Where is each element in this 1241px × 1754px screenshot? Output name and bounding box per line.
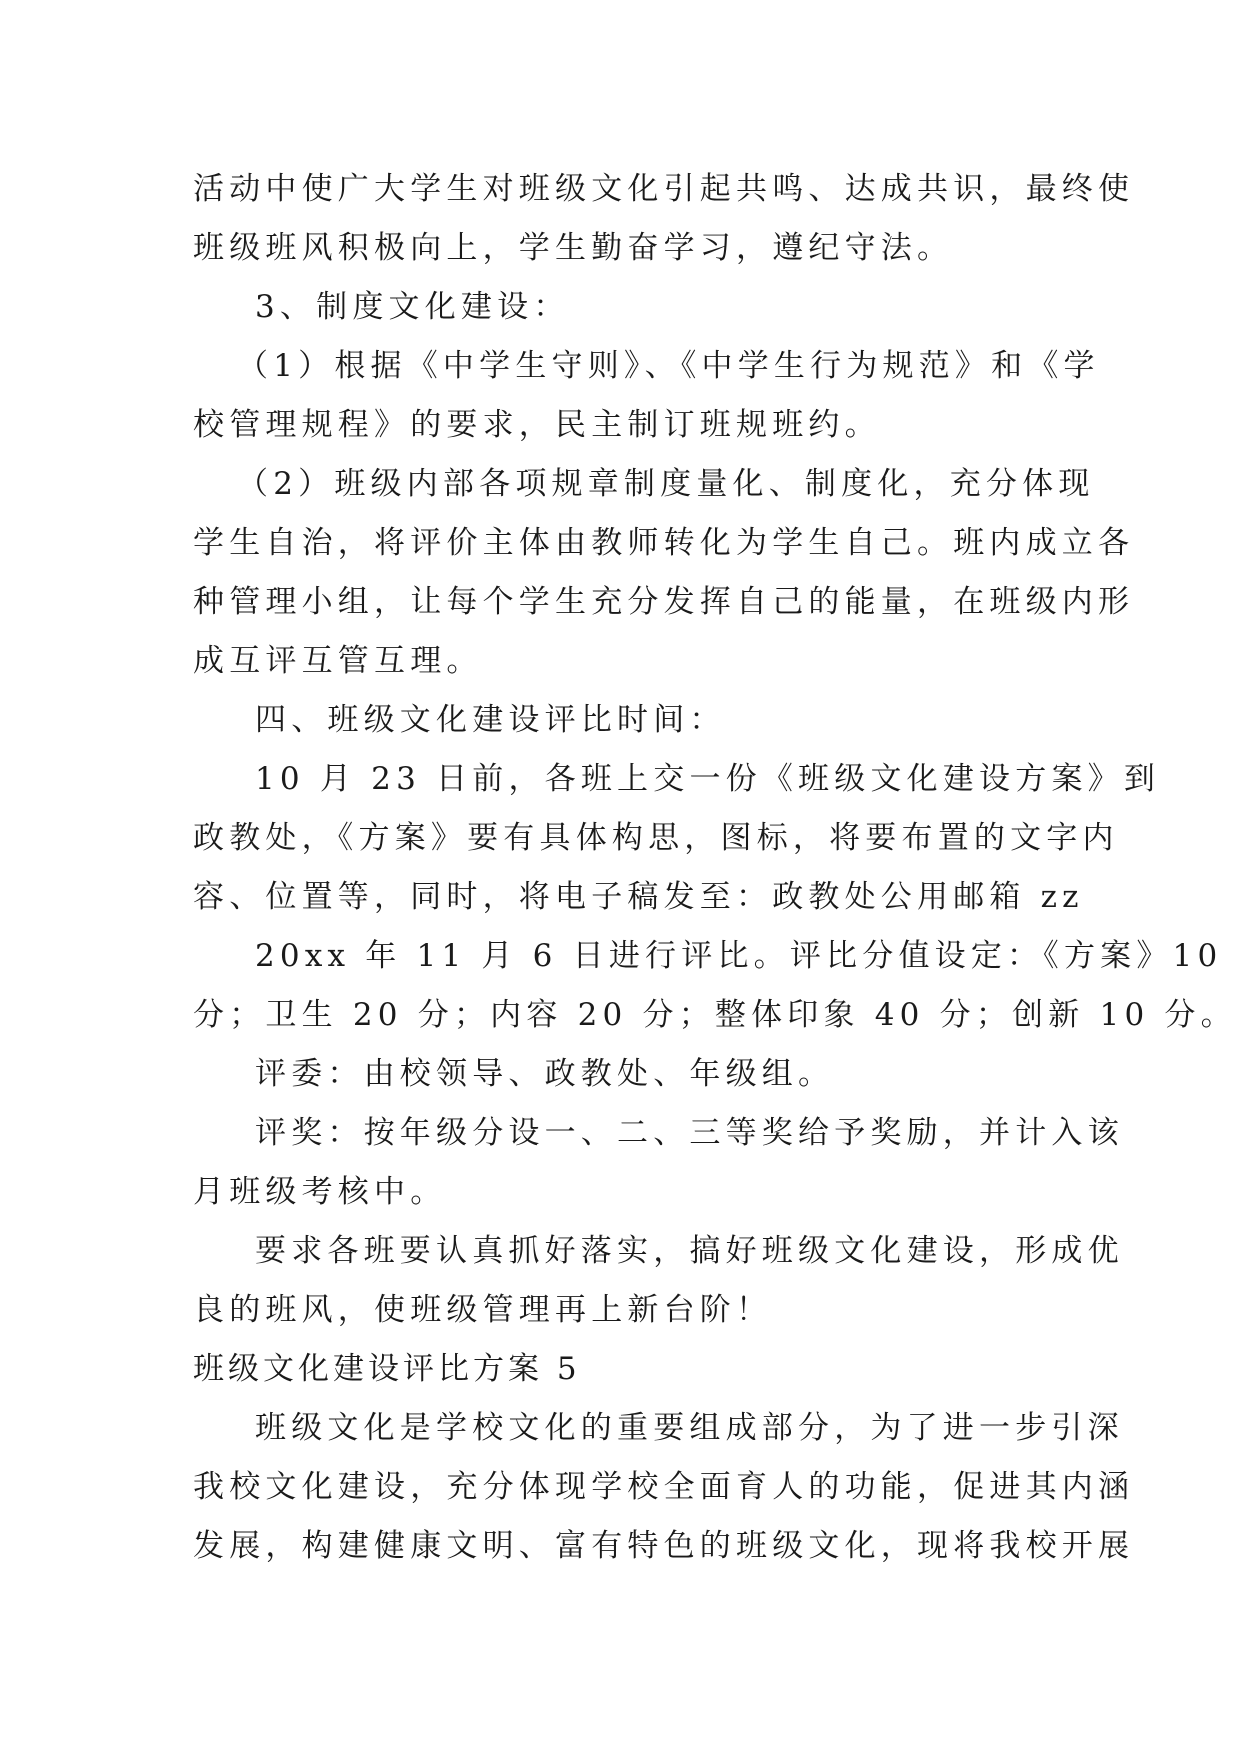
- paragraph-line: 校管理规程》的要求，民主制订班规班约。: [193, 407, 881, 443]
- paragraph-line: 容、位置等，同时，将电子稿发至：政教处公用邮箱 zz: [193, 879, 1084, 915]
- paragraph-line: 种管理小组，让每个学生充分发挥自己的能量，在班级内形: [193, 584, 1135, 620]
- paragraph-line: 良的班风，使班级管理再上新台阶！: [193, 1292, 773, 1328]
- paragraph-line: 活动中使广大学生对班级文化引起共鸣、达成共识，最终使: [193, 171, 1135, 207]
- paragraph-line: 20xx 年 11 月 6 日进行评比。评比分值设定：《方案》10: [255, 938, 1223, 974]
- paragraph-line: 成互评互管互理。: [193, 643, 483, 679]
- section-heading: 3、制度文化建设：: [255, 289, 570, 325]
- paragraph-line: 10 月 23 日前，各班上交一份《班级文化建设方案》到: [255, 761, 1161, 797]
- paragraph-line: 班级文化是学校文化的重要组成部分，为了进一步引深: [255, 1410, 1124, 1446]
- section-heading: 四、班级文化建设评比时间：: [255, 702, 726, 738]
- paragraph-line: 评委：由校领导、政教处、年级组。: [255, 1056, 835, 1092]
- document-body: [193, 160, 1237, 1576]
- list-item-line: （1）根据《中学生守则》、《中学生行为规范》和《学: [237, 348, 1100, 384]
- paragraph-line: 月班级考核中。: [193, 1174, 447, 1210]
- paragraph-line: 分；卫生 20 分；内容 20 分；整体印象 40 分；创新 10 分。: [193, 997, 1237, 1033]
- paragraph-line: 班级班风积极向上，学生勤奋学习，遵纪守法。: [193, 230, 954, 266]
- list-item-line: （2）班级内部各项规章制度量化、制度化，充分体现: [237, 466, 1095, 502]
- paragraph-line: 评奖：按年级分设一、二、三等奖给予奖励，并计入该: [255, 1115, 1124, 1151]
- paragraph-line: 发展，构建健康文明、富有特色的班级文化，现将我校开展: [193, 1528, 1135, 1564]
- paragraph-line: 政教处，《方案》要有具体构思，图标，将要布置的文字内: [193, 820, 1119, 856]
- document-title: 班级文化建设评比方案 5: [193, 1351, 581, 1387]
- paragraph-line: 要求各班要认真抓好落实，搞好班级文化建设，形成优: [255, 1233, 1124, 1269]
- paragraph-line: 学生自治，将评价主体由教师转化为学生自己。班内成立各: [193, 525, 1135, 561]
- paragraph-line: 我校文化建设，充分体现学校全面育人的功能，促进其内涵: [193, 1469, 1135, 1505]
